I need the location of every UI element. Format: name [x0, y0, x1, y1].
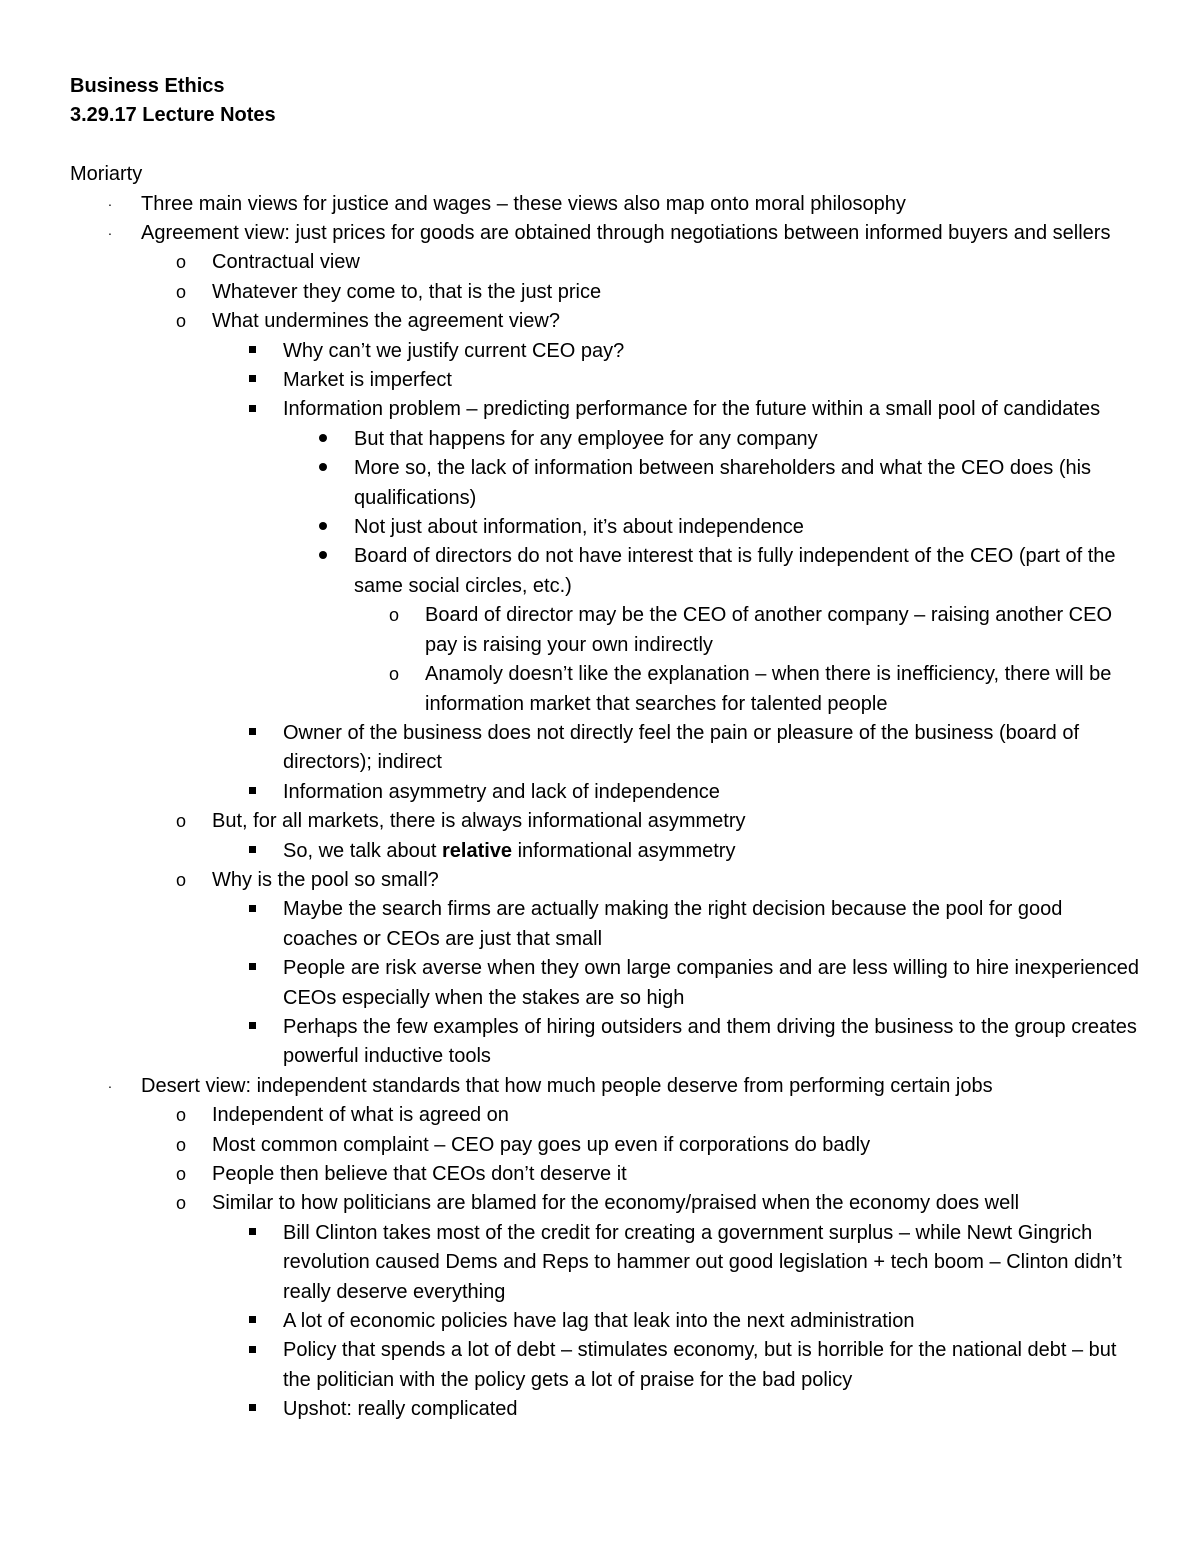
list-item-text: A lot of economic policies have lag that leak into the next administration — [283, 1310, 915, 1333]
middle-dot-icon: · — [107, 1077, 113, 1094]
hollow-circle-icon: o — [175, 252, 186, 273]
square-bullet-icon — [242, 395, 262, 424]
list-item — [70, 601, 1140, 660]
list-item-text: Similar to how politicians are blamed for the economy/praised when the economy does well — [212, 1192, 1020, 1215]
list-item — [70, 1131, 1140, 1160]
list-item — [70, 778, 1140, 807]
hollow-circle-icon: o — [175, 1164, 186, 1185]
hollow-circle-icon: o — [175, 869, 186, 890]
list-item-text: Bill Clinton takes most of the credit for creating a government surplus – while Newt Gingrich revolution caused Dems and Reps to hammer out good legislation + tech boom – Clinton didn’t really deserve everything — [283, 1221, 1122, 1303]
square-bullet-icon — [242, 837, 262, 866]
square-bullet-icon — [242, 366, 262, 395]
filled-dot-icon — [313, 513, 333, 542]
list-item — [70, 454, 1140, 513]
list-item-text: Owner of the business does not directly feel the pain or pleasure of the business (board of directors); indirect — [283, 721, 1080, 774]
middle-dot-icon: · — [107, 225, 113, 242]
list-item — [70, 1160, 1140, 1189]
list-item-text: Board of director may be the CEO of another company – raising another CEO pay is raising your own indirectly — [425, 604, 1113, 656]
middle-dot-icon: · — [107, 195, 113, 212]
list-item-text: Independent of what is agreed on — [212, 1104, 509, 1127]
list-item-text: But that happens for any employee for any company — [354, 427, 818, 450]
list-item — [70, 866, 1140, 895]
list-item-text: Policy that spends a lot of debt – stimulates economy, but is horrible for the national debt – but the politician with the policy gets a lot of praise for the bad policy — [283, 1339, 1117, 1391]
list-item — [70, 1101, 1140, 1130]
list-item — [70, 513, 1140, 542]
list-item — [70, 190, 1140, 219]
list-item — [70, 307, 1140, 336]
filled-dot-icon — [313, 425, 333, 454]
list-item — [70, 1395, 1140, 1424]
hollow-circle-icon: o — [175, 1105, 186, 1126]
hollow-circle-icon: o — [388, 664, 399, 685]
outline-list — [70, 190, 1140, 1425]
list-item-text: Market is imperfect — [283, 369, 452, 392]
square-bullet-icon — [242, 778, 262, 807]
text-run: informational asymmetry — [512, 839, 736, 862]
text-run: So, we talk about — [283, 839, 442, 862]
list-item-text: Maybe the search firms are actually making the right decision because the pool for good coaches or CEOs are just that small — [283, 898, 1063, 950]
list-item-text: Contractual view — [212, 251, 360, 274]
list-item-text: What undermines the agreement view? — [212, 310, 560, 333]
square-bullet-icon — [242, 1395, 262, 1424]
list-item-text: Upshot: really complicated — [283, 1398, 518, 1421]
hollow-circle-icon: o — [388, 605, 399, 626]
square-bullet-icon — [242, 1307, 262, 1336]
document-subtitle: 3.29.17 Lecture Notes — [70, 104, 276, 127]
list-item — [70, 1336, 1140, 1395]
list-item-text: Information asymmetry and lack of independence — [283, 780, 720, 803]
hollow-circle-icon: o — [175, 1134, 186, 1155]
square-bullet-icon — [242, 337, 262, 366]
list-item — [70, 660, 1140, 719]
list-item — [70, 807, 1140, 836]
list-item-text — [283, 840, 735, 862]
list-item-text: Desert view: independent standards that how much people deserve from performing certain jobs — [141, 1074, 993, 1097]
list-item-text: Perhaps the few examples of hiring outsiders and them driving the business to the group creates powerful inductive tools — [283, 1015, 1137, 1068]
hollow-circle-icon: o — [175, 281, 186, 302]
list-item — [70, 366, 1140, 395]
square-bullet-icon — [242, 954, 262, 983]
square-bullet-icon — [242, 1219, 262, 1248]
list-item — [70, 1013, 1140, 1072]
hollow-circle-icon: o — [175, 811, 186, 832]
list-item-text: Why can’t we justify current CEO pay? — [283, 339, 625, 362]
list-item — [70, 337, 1140, 366]
blank-line — [70, 131, 1140, 160]
list-item — [70, 278, 1140, 307]
list-item-text: More so, the lack of information between shareholders and what the CEO does (his qualifications) — [354, 457, 1092, 509]
list-item-text: Agreement view: just prices for goods are obtained through negotiations between informed buyers and sellers — [141, 222, 1111, 245]
list-item — [70, 1072, 1140, 1101]
list-item — [70, 895, 1140, 954]
square-bullet-icon — [242, 1336, 262, 1365]
list-item — [70, 425, 1140, 454]
square-bullet-icon — [242, 895, 262, 924]
hollow-circle-icon: o — [175, 311, 186, 332]
list-item-text: Whatever they come to, that is the just price — [212, 280, 602, 303]
square-bullet-icon — [242, 1013, 262, 1042]
list-item — [70, 395, 1140, 424]
square-bullet-icon — [242, 719, 262, 748]
list-item-text: But, for all markets, there is always informational asymmetry — [212, 810, 746, 833]
emphasis-text: relative — [441, 839, 513, 862]
list-item-text: Not just about information, it’s about independence — [354, 516, 804, 539]
list-item-text: People are risk averse when they own large companies and are less willing to hire inexperienced CEOs especially when the stakes are so high — [283, 957, 1140, 1009]
hollow-circle-icon: o — [175, 1193, 186, 1214]
list-item — [70, 1219, 1140, 1307]
list-item — [70, 542, 1140, 601]
list-item-text: Why is the pool so small? — [212, 868, 439, 891]
list-item-text: Information problem – predicting performance for the future within a small pool of candidates — [283, 398, 1101, 421]
list-item — [70, 219, 1140, 248]
filled-dot-icon — [313, 542, 333, 571]
list-item — [70, 1307, 1140, 1336]
document-title: Business Ethics — [70, 75, 225, 97]
list-item — [70, 1189, 1140, 1218]
list-item-text: Board of directors do not have interest that is fully independent of the CEO (part of the same social circles, etc.) — [354, 545, 1116, 597]
list-item — [70, 248, 1140, 277]
list-item-text: Anamoly doesn’t like the explanation – when there is inefficiency, there will be information market that searches for talented people — [425, 663, 1112, 715]
list-item — [70, 719, 1140, 778]
list-item — [70, 837, 1140, 866]
section-heading: Moriarty — [70, 163, 143, 186]
list-item-text: People then believe that CEOs don’t deserve it — [212, 1163, 627, 1186]
list-item-text: Three main views for justice and wages – these views also map onto moral philosophy — [141, 192, 906, 215]
filled-dot-icon — [313, 454, 333, 483]
list-item-text: Most common complaint – CEO pay goes up even if corporations do badly — [212, 1133, 871, 1156]
list-item — [70, 954, 1140, 1013]
